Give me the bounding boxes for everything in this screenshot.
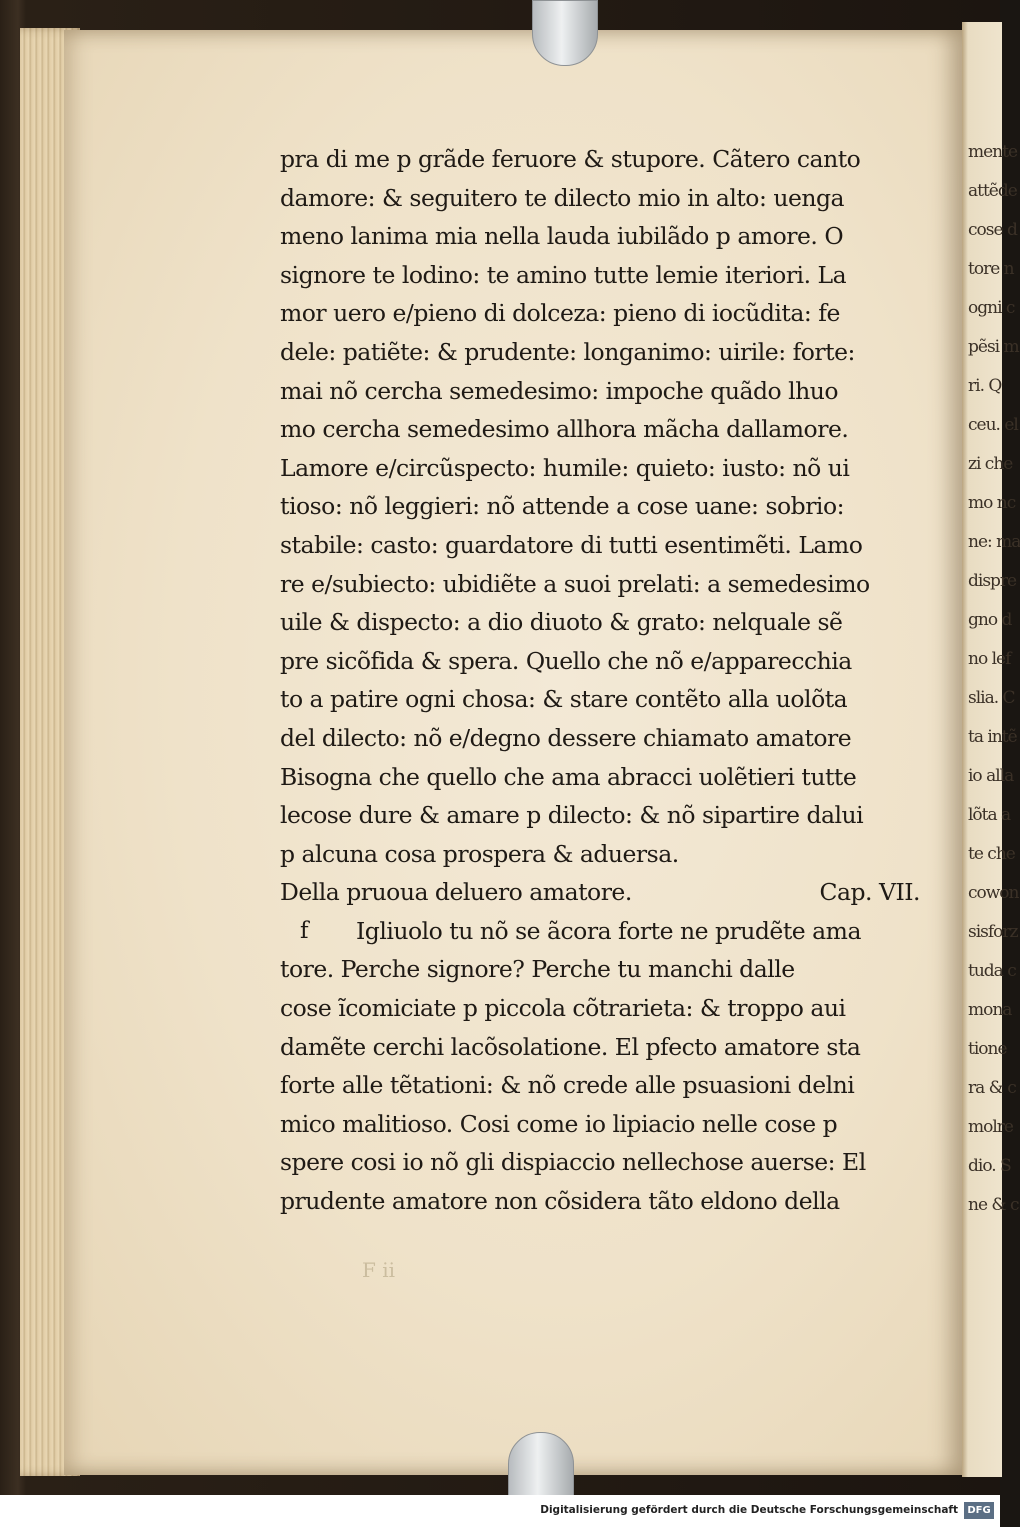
text-block	[280, 140, 920, 1221]
chapter-heading	[280, 873, 920, 912]
funding-credit: Digitalisierung gefördert durch die Deutsche Forschungsgemeinschaft	[540, 1504, 958, 1516]
facing-page-fragment: tione	[968, 1039, 1007, 1059]
text-line: mor uero e/pieno di dolceza: pieno di iocũdita: fe	[280, 299, 840, 328]
text-line: spere cosi io nõ gli dispiaccio nellechose auerse: El	[280, 1148, 866, 1177]
text-line: tore. Perche signore? Perche tu manchi dalle	[280, 955, 795, 984]
facing-page-fragment: ta intẽ	[968, 727, 1017, 747]
text-line: damore: & seguitero te dilecto mio in alto: uenga	[280, 183, 845, 212]
facing-page-fragment: io alla	[968, 766, 1014, 786]
footer-bar	[0, 1495, 1000, 1527]
text-line: Bisogna che quello che ama abracci uolẽtieri tutte	[280, 762, 857, 791]
paragraph-body	[280, 140, 920, 873]
facing-page-fragment: sisforz	[968, 922, 1018, 942]
text-line: meno lanima mia nella lauda iubilãdo p amore. O	[280, 222, 844, 251]
facing-page-fragment: attẽde	[968, 181, 1017, 201]
text-line: mo cercha semedesimo allhora mãcha dallamore.	[280, 415, 849, 444]
facing-page-fragment: zi che	[968, 454, 1013, 474]
facing-page-fragment: tuda c	[968, 961, 1016, 981]
text-line: p alcuna cosa prospera & aduersa.	[280, 839, 679, 868]
facing-page-fragment: cose d	[968, 220, 1017, 240]
text-line: signore te lodino: te amino tutte lemie iteriori. La	[280, 260, 847, 289]
facing-page-fragment: dispre	[968, 571, 1017, 591]
chapter-title: Della pruoua deluero amatore.	[280, 878, 632, 907]
facing-page-fragment: ne & c	[968, 1195, 1019, 1215]
bottom-page-clip	[508, 1432, 574, 1497]
text-line: to a patire ogni chosa: & stare contẽto alla uolõta	[280, 685, 848, 714]
facing-page-fragment: ogni c	[968, 298, 1015, 318]
facing-page-fragment: ne: ma	[968, 532, 1020, 552]
text-line: Lamore e/circũspecto: humile: quieto: iusto: nõ ui	[280, 453, 850, 482]
text-line: forte alle tẽtationi: & nõ crede alle psuasioni delni	[280, 1071, 855, 1100]
text-line: cose ĩcomiciate p piccola cõtrarieta: & troppo aui	[280, 994, 846, 1023]
signature-mark: F ii	[362, 1258, 396, 1282]
text-line: Igliuolo tu nõ se ãcora forte ne prudẽte ama	[356, 916, 861, 945]
facing-page-fragment: mente	[968, 142, 1018, 162]
text-line: dele: patiẽte: & prudente: longanimo: uirile: forte:	[280, 337, 855, 366]
text-line: prudente amatore non cõsidera tãto eldono della	[280, 1187, 840, 1216]
text-line: damẽte cerchi lacõsolatione. El pfecto amatore sta	[280, 1032, 861, 1061]
facing-page-fragment: molre	[968, 1117, 1013, 1137]
chapter-body	[280, 912, 920, 1221]
facing-page-fragment: ceu. el	[968, 415, 1018, 435]
dfg-logo: DFG	[964, 1502, 994, 1519]
facing-page-fragment: mona	[968, 1000, 1012, 1020]
text-line: tioso: nõ leggieri: nõ attende a cose uane: sobrio:	[280, 492, 845, 521]
facing-page-fragment: slia. C	[968, 688, 1015, 708]
text-line: pre sicõfida & spera. Quello che nõ e/apparecchia	[280, 646, 852, 675]
facing-page-fragment: dio. S	[968, 1156, 1011, 1176]
facing-page-fragment: ra & c	[968, 1078, 1016, 1098]
text-line: stabile: casto: guardatore di tutti esentimẽti. Lamo	[280, 530, 863, 559]
facing-page-fragment: tore n	[968, 259, 1014, 279]
text-line: pra di me p grãde feruore & stupore. Cãtero canto	[280, 145, 861, 173]
facing-page-strip	[962, 22, 1020, 1477]
text-line: mico malitioso. Cosi come io lipiacio nelle cose p	[280, 1109, 838, 1138]
text-line: mai nõ cercha semedesimo: impoche quãdo lhuo	[280, 376, 839, 405]
facing-page-fragment: pẽsi m	[968, 337, 1019, 357]
chapter-number: Cap. VII.	[819, 878, 920, 907]
facing-page-fragment: ri. Q	[968, 376, 1002, 396]
initial-letter: f	[300, 917, 309, 944]
text-line: uile & dispecto: a dio diuoto & grato: nelquale sẽ	[280, 608, 843, 637]
text-line: re e/subiecto: ubidiẽte a suoi prelati: a semedesimo	[280, 569, 870, 598]
facing-page-fragment: lõta a	[968, 805, 1011, 825]
facing-page-fragment: te che	[968, 844, 1015, 864]
top-page-clip	[532, 0, 598, 66]
facing-page-fragment: no lef	[968, 649, 1011, 669]
facing-page-fragment: gno d	[968, 610, 1012, 630]
text-line: lecose dure & amare p dilecto: & nõ sipartire dalui	[280, 801, 864, 830]
facing-page-fragment: mo nc	[968, 493, 1016, 513]
text-line: del dilecto: nõ e/degno dessere chiamato amatore	[280, 723, 852, 752]
facing-page-fragment: cowon	[968, 883, 1019, 903]
